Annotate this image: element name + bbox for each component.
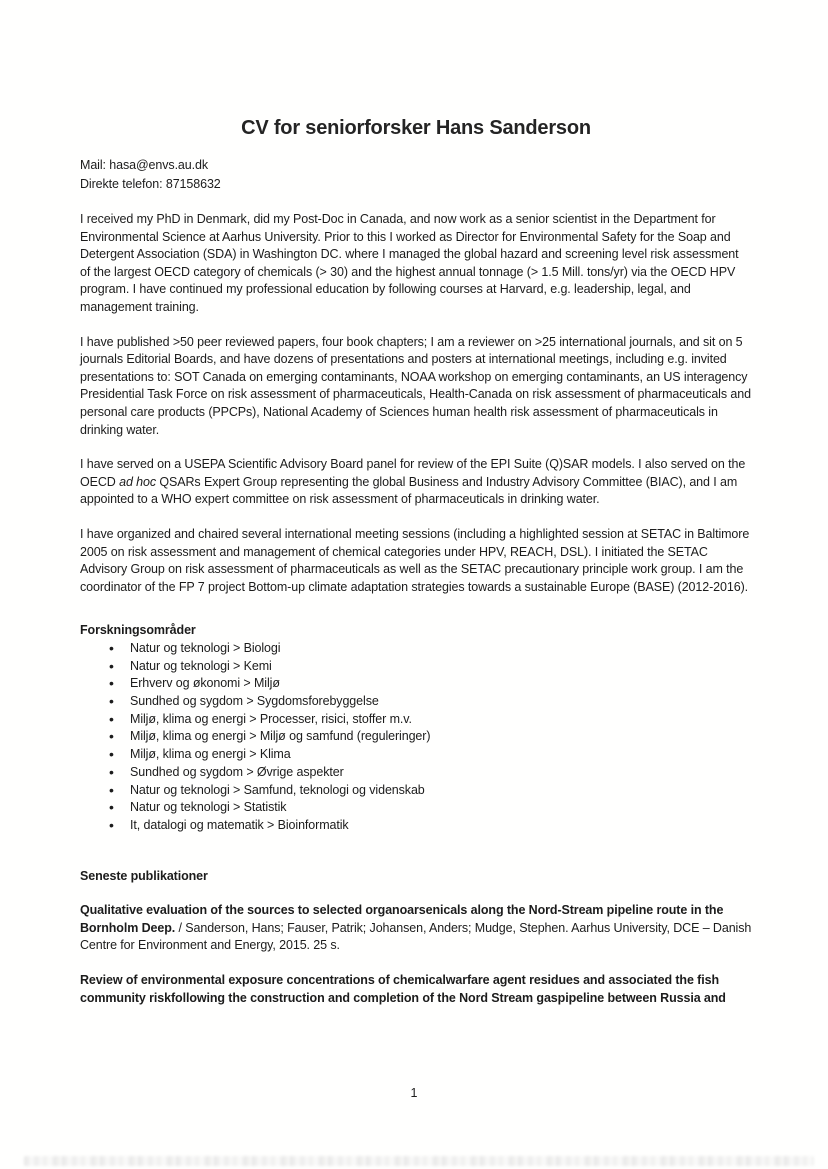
bio-paragraph-3: [80, 456, 752, 509]
publication-1-details: / Sanderson, Hans; Fauser, Patrik; Johansen, Anders; Mudge, Stephen. Aarhus University, DCE – Danish Centre for Environment and Energy, 2015. 25 s.: [80, 920, 752, 953]
research-areas-heading: Forskningsområder: [80, 623, 196, 638]
page-number: 1: [410, 1086, 418, 1100]
research-area-item: • Natur og teknologi > Samfund, teknologi og videnskab: [80, 782, 752, 800]
research-area-item: • It, datalogi og matematik > Bioinformatik: [80, 817, 752, 835]
publication-entry-2: [80, 972, 752, 1007]
bio-paragraph-3-after: QSARs Expert Group representing the global Business and Industry Advisory Committee (BIAC), and I am appointed to a WHO expert committee on risk assessment of pharmaceuticals in drinking water.: [80, 474, 738, 507]
bio-paragraph-3-italic: ad hoc: [119, 474, 157, 489]
publication-2-title: Review of environmental exposure concentrations of chemicalwarfare agent residues and associated the fish community riskfollowing the construction and completion of the Nord Stream gaspipeline between Russia and: [80, 972, 726, 1005]
contact-block: [80, 156, 752, 194]
research-area-item: • Miljø, klima og energi > Processer, risici, stoffer m.v.: [80, 711, 752, 729]
publication-1-title: Qualitative evaluation of the sources to selected organoarsenicals along the Nord-Stream pipeline route in the Bornholm Deep.: [80, 903, 724, 935]
bio-paragraph-2: I have published >50 peer reviewed papers, four book chapters; I am a reviewer on >25 international journals, and sit on 5 journals Editorial Boards, and have dozens of presentations and posters at international meetings, including e.g. invited presentations to: SOT Canada on emerging contaminants, NOAA workshop on emerging contaminants, an US interagency Presidential Task Force on risk assessment of pharmaceuticals, Health-Canada on risk assessment of pharmaceuticals and personal care products (PPCPs), National Academy of Sciences human health risk assessment of pharmaceuticals in drinking water.: [80, 334, 751, 437]
research-area-item: • Miljø, klima og energi > Klima: [80, 746, 752, 764]
research-area-item: • Miljø, klima og energi > Miljø og samfund (reguleringer): [80, 728, 752, 746]
contact-phone: Direkte telefon: 87158632: [80, 177, 221, 191]
research-areas-list: [80, 640, 752, 835]
page-title: CV for seniorforsker Hans Sanderson: [241, 117, 591, 139]
contact-mail: Mail: hasa@envs.au.dk: [80, 158, 209, 172]
publications-heading: Seneste publikationer: [80, 868, 208, 883]
research-area-item: • Sundhed og sygdom > Øvrige aspekter: [80, 764, 752, 782]
research-area-item: • Natur og teknologi > Kemi: [80, 658, 752, 676]
research-area-item: • Natur og teknologi > Statistik: [80, 799, 752, 817]
bio-paragraph-3-before: I have served on a USEPA Scientific Advisory Board panel for review of the EPI Suite (Q)SAR models. I also served on the OECD: [80, 457, 746, 489]
publication-entry-1: [80, 902, 752, 955]
research-area-item: • Erhverv og økonomi > Miljø: [80, 675, 752, 693]
next-page-text-ghost: [24, 1156, 814, 1166]
bio-paragraph-1: I received my PhD in Denmark, did my Post-Doc in Canada, and now work as a senior scientist in the Department for Environmental Science at Aarhus University. Prior to this I worked as Director for Environmental Safety for the Soap and Detergent Association (SDA) in Washington DC. where I managed the global hazard and screening level risk assessment of the largest OECD category of chemicals (> 30) and the highest annual tonnage (> 1.5 Mill. tons/yr) via the OECD HPV program. I have continued my professional education by following courses at Harvard, e.g. leadership, legal, and management training.: [80, 212, 739, 314]
research-area-item: • Natur og teknologi > Biologi: [80, 640, 752, 658]
document-content: [80, 0, 752, 1007]
research-area-item: • Sundhed og sygdom > Sygdomsforebyggelse: [80, 693, 752, 711]
bio-paragraph-4: I have organized and chaired several international meeting sessions (including a highlighted session at SETAC in Baltimore 2005 on risk assessment and management of chemical categories under HPV, REACH, DSL). I initiated the SETAC Advisory Group on risk assessment of pharmaceuticals as well as the SETAC precautionary principle work group. I am the coordinator of the FP 7 project Bottom-up climate adaptation strategies towards a sustainable Europe (BASE) (2012-2016).: [80, 526, 750, 594]
